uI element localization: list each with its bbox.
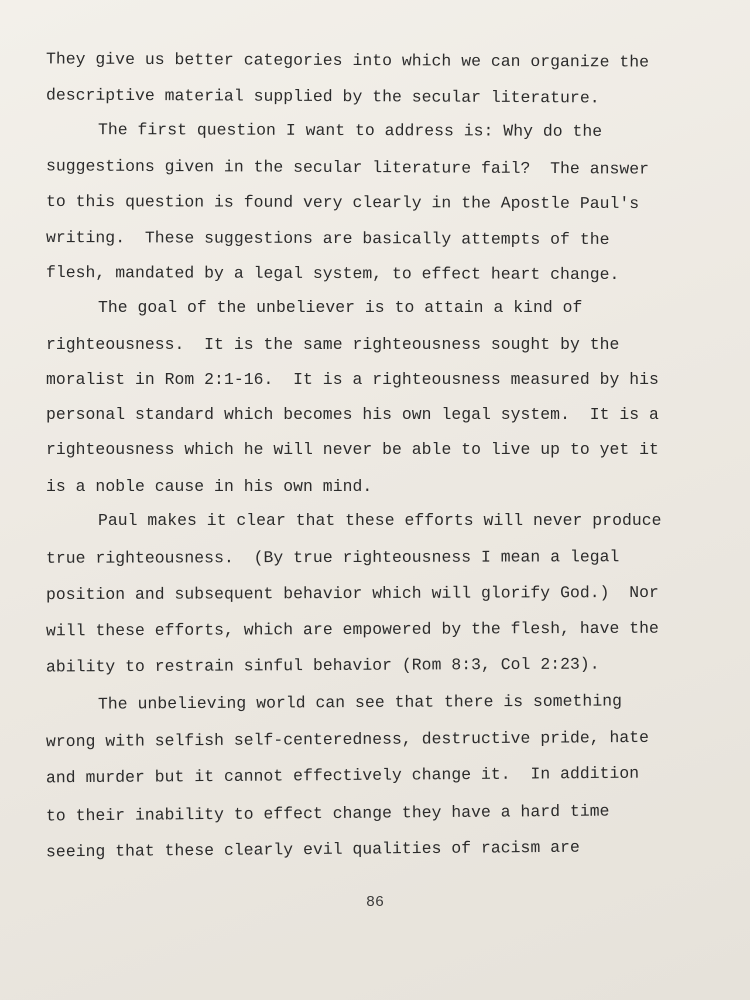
text-line: personal standard which becomes his own legal system. It is a <box>46 405 659 424</box>
text-line: is a noble cause in his own mind. <box>46 477 373 496</box>
text-line: will these efforts, which are empowered by the flesh, have the <box>45 618 659 641</box>
text-line: Paul makes it clear that these efforts will never produce <box>98 511 662 530</box>
text-line: to their inability to effect change they have a hard time <box>45 801 610 826</box>
page-number: 86 <box>365 894 384 911</box>
text-line: righteousness which he will never be able to live up to yet it <box>46 440 659 459</box>
text-line: The first question I want to address is: Why do the <box>97 120 603 141</box>
text-line: wrong with selfish self-centeredness, destructive pride, hate <box>45 727 650 752</box>
text-line: righteousness. It is the same righteousness sought by the <box>46 335 620 354</box>
text-line: flesh, mandated by a legal system, to effect heart change. <box>45 262 620 285</box>
text-line: writing. These suggestions are basically attempts of the <box>45 228 610 249</box>
text-line: The unbelieving world can see that there is something <box>97 691 623 714</box>
text-line: descriptive material supplied by the secular literature. <box>45 85 600 108</box>
text-line: position and subsequent behavior which will glorify God.) Nor <box>45 582 659 605</box>
text-line: They give us better categories into which we can organize the <box>45 49 650 72</box>
text-line: seeing that these clearly evil qualities of racism are <box>45 837 580 862</box>
text-line: and murder but it cannot effectively change it. In addition <box>45 763 640 788</box>
text-line: to this question is found very clearly in the Apostle Paul's <box>45 191 640 214</box>
text-line: ability to restrain sinful behavior (Rom 8:3, Col 2:23). <box>45 654 600 677</box>
text-line: moralist in Rom 2:1-16. It is a righteousness measured by his <box>46 370 659 389</box>
text-line: The goal of the unbeliever is to attain a kind of <box>98 298 583 317</box>
text-line: true righteousness. (By true righteousness I mean a legal <box>45 547 620 568</box>
text-line: suggestions given in the secular literature fail? The answer <box>45 156 650 179</box>
